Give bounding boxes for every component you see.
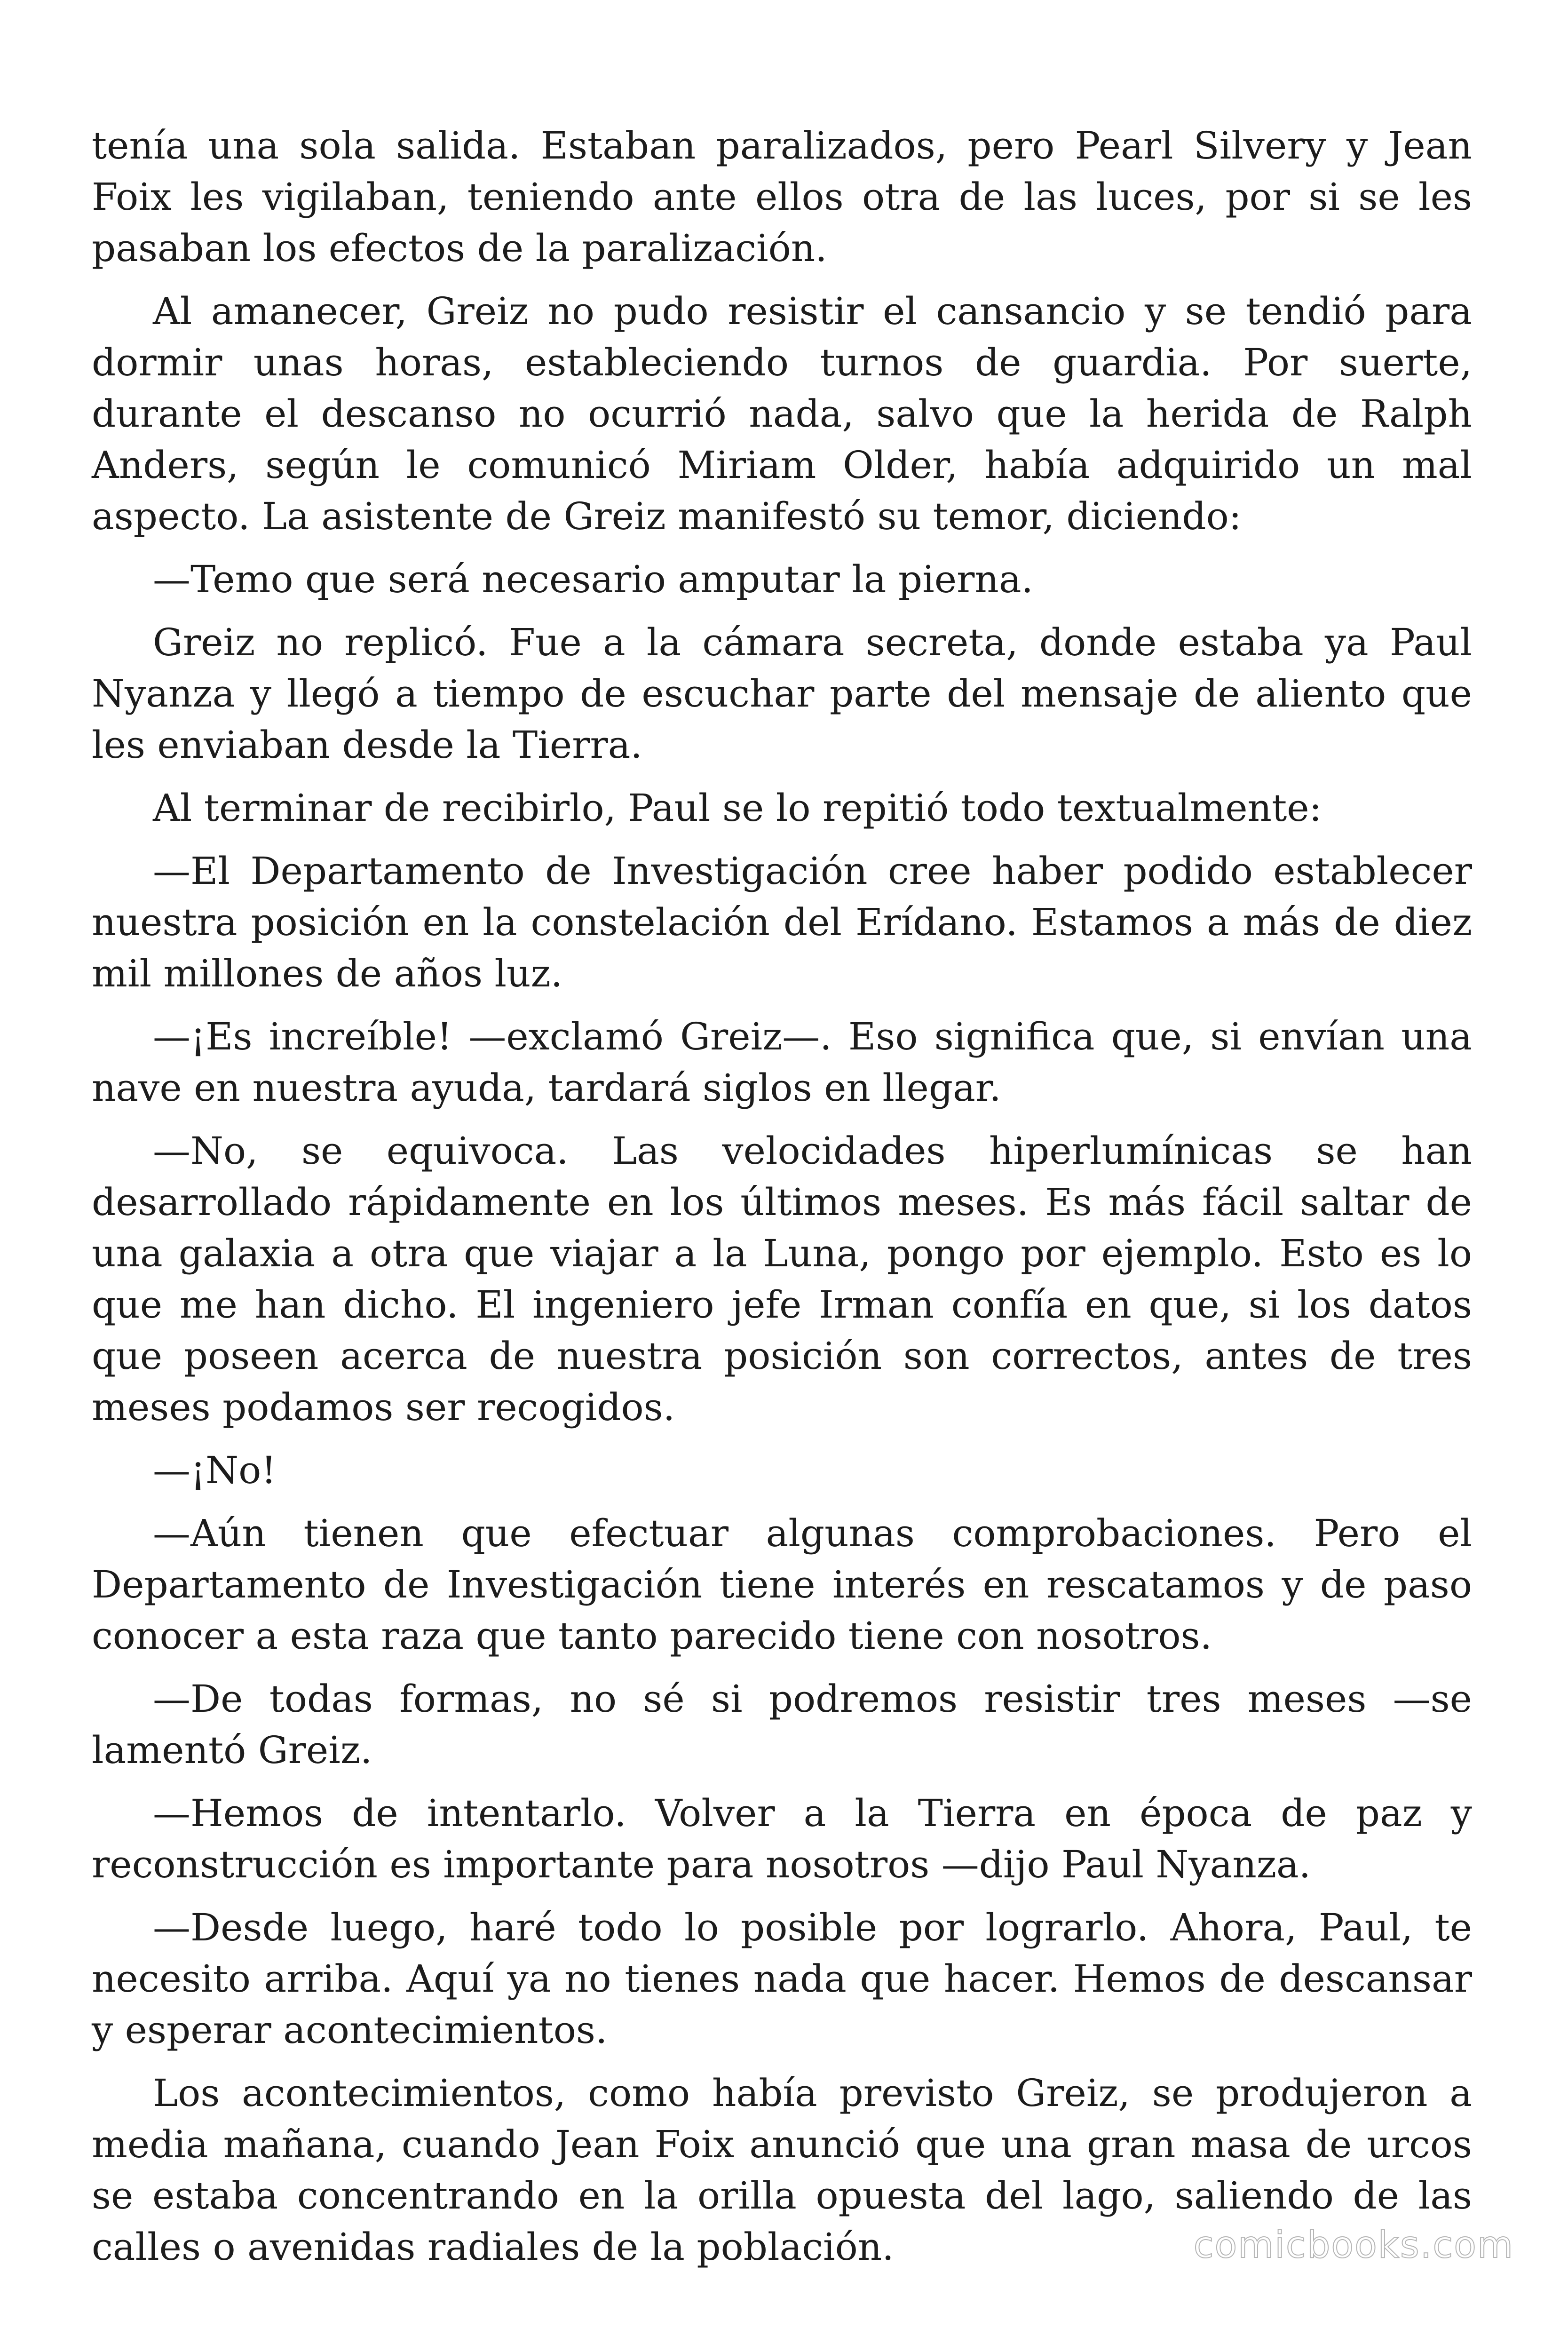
page-text: [92, 120, 1472, 2284]
paragraph: Greiz no replicó. Fue a la cámara secreta, donde estaba ya Paul Nyanza y llegó a tiempo de escuchar parte del mensaje de aliento que les enviaban desde la Tierra.: [92, 620, 1472, 767]
paragraph: —No, se equivoca. Las velocidades hiperlumínicas se han desarrollado rápidamente en los últimos meses. Es más fácil saltar de una galaxia a otra que viajar a la Luna, pongo por ejemplo. Esto es lo que me han dicho. El ingeniero jefe Irman confía en que, si los datos que poseen acerca de nuestra posición son correctos, antes de tres meses podamos ser recogidos.: [92, 1129, 1472, 1429]
paragraph: Los acontecimientos, como había previsto Greiz, se produjeron a media mañana, cuando Jean Foix anunció que una gran masa de urcos se estaba concentrando en la orilla opuesta del lago, saliendo de las calles o avenidas radiales de la población.: [92, 2071, 1472, 2269]
paragraph: —¡Es increíble! —exclamó Greiz—. Eso significa que, si envían una nave en nuestra ayuda, tardará siglos en llegar.: [92, 1015, 1472, 1110]
paragraph: tenía una sola salida. Estaban paralizados, pero Pearl Silvery y Jean Foix les vigilaban, teniendo ante ellos otra de las luces, por si se les pasaban los efectos de la paralización.: [92, 124, 1472, 270]
paragraph: —Hemos de intentarlo. Volver a la Tierra en época de paz y reconstrucción es importante para nosotros —dijo Paul Nyanza.: [92, 1791, 1472, 1886]
paragraph: —De todas formas, no sé si podremos resistir tres meses —se lamentó Greiz.: [92, 1677, 1472, 1772]
watermark: comicbooks.com: [1193, 2224, 1514, 2266]
paragraph: —Aún tienen que efectuar algunas comprobaciones. Pero el Departamento de Investigación tiene interés en rescatamos y de paso conocer a esta raza que tanto parecido tiene con nosotros.: [92, 1511, 1472, 1658]
paragraph: Al terminar de recibirlo, Paul se lo repitió todo textualmente:: [153, 786, 1322, 830]
paragraph: —El Departamento de Investigación cree haber podido establecer nuestra posición en la constelación del Erídano. Estamos a más de diez mil millones de años luz.: [92, 849, 1472, 995]
paragraph: —Temo que será necesario amputar la pierna.: [153, 557, 1033, 601]
paragraph: —¡No!: [153, 1448, 277, 1492]
paragraph: —Desde luego, haré todo lo posible por lograrlo. Ahora, Paul, te necesito arriba. Aquí ya no tienes nada que hacer. Hemos de descansar y esperar acontecimientos.: [92, 1906, 1472, 2052]
paragraph: Al amanecer, Greiz no pudo resistir el cansancio y se tendió para dormir unas horas, estableciendo turnos de guardia. Por suerte, durante el descanso no ocurrió nada, salvo que la herida de Ralph Anders, según le comunicó Miriam Older, había adquirido un mal aspecto. La asistente de Greiz manifestó su temor, diciendo:: [92, 289, 1472, 538]
